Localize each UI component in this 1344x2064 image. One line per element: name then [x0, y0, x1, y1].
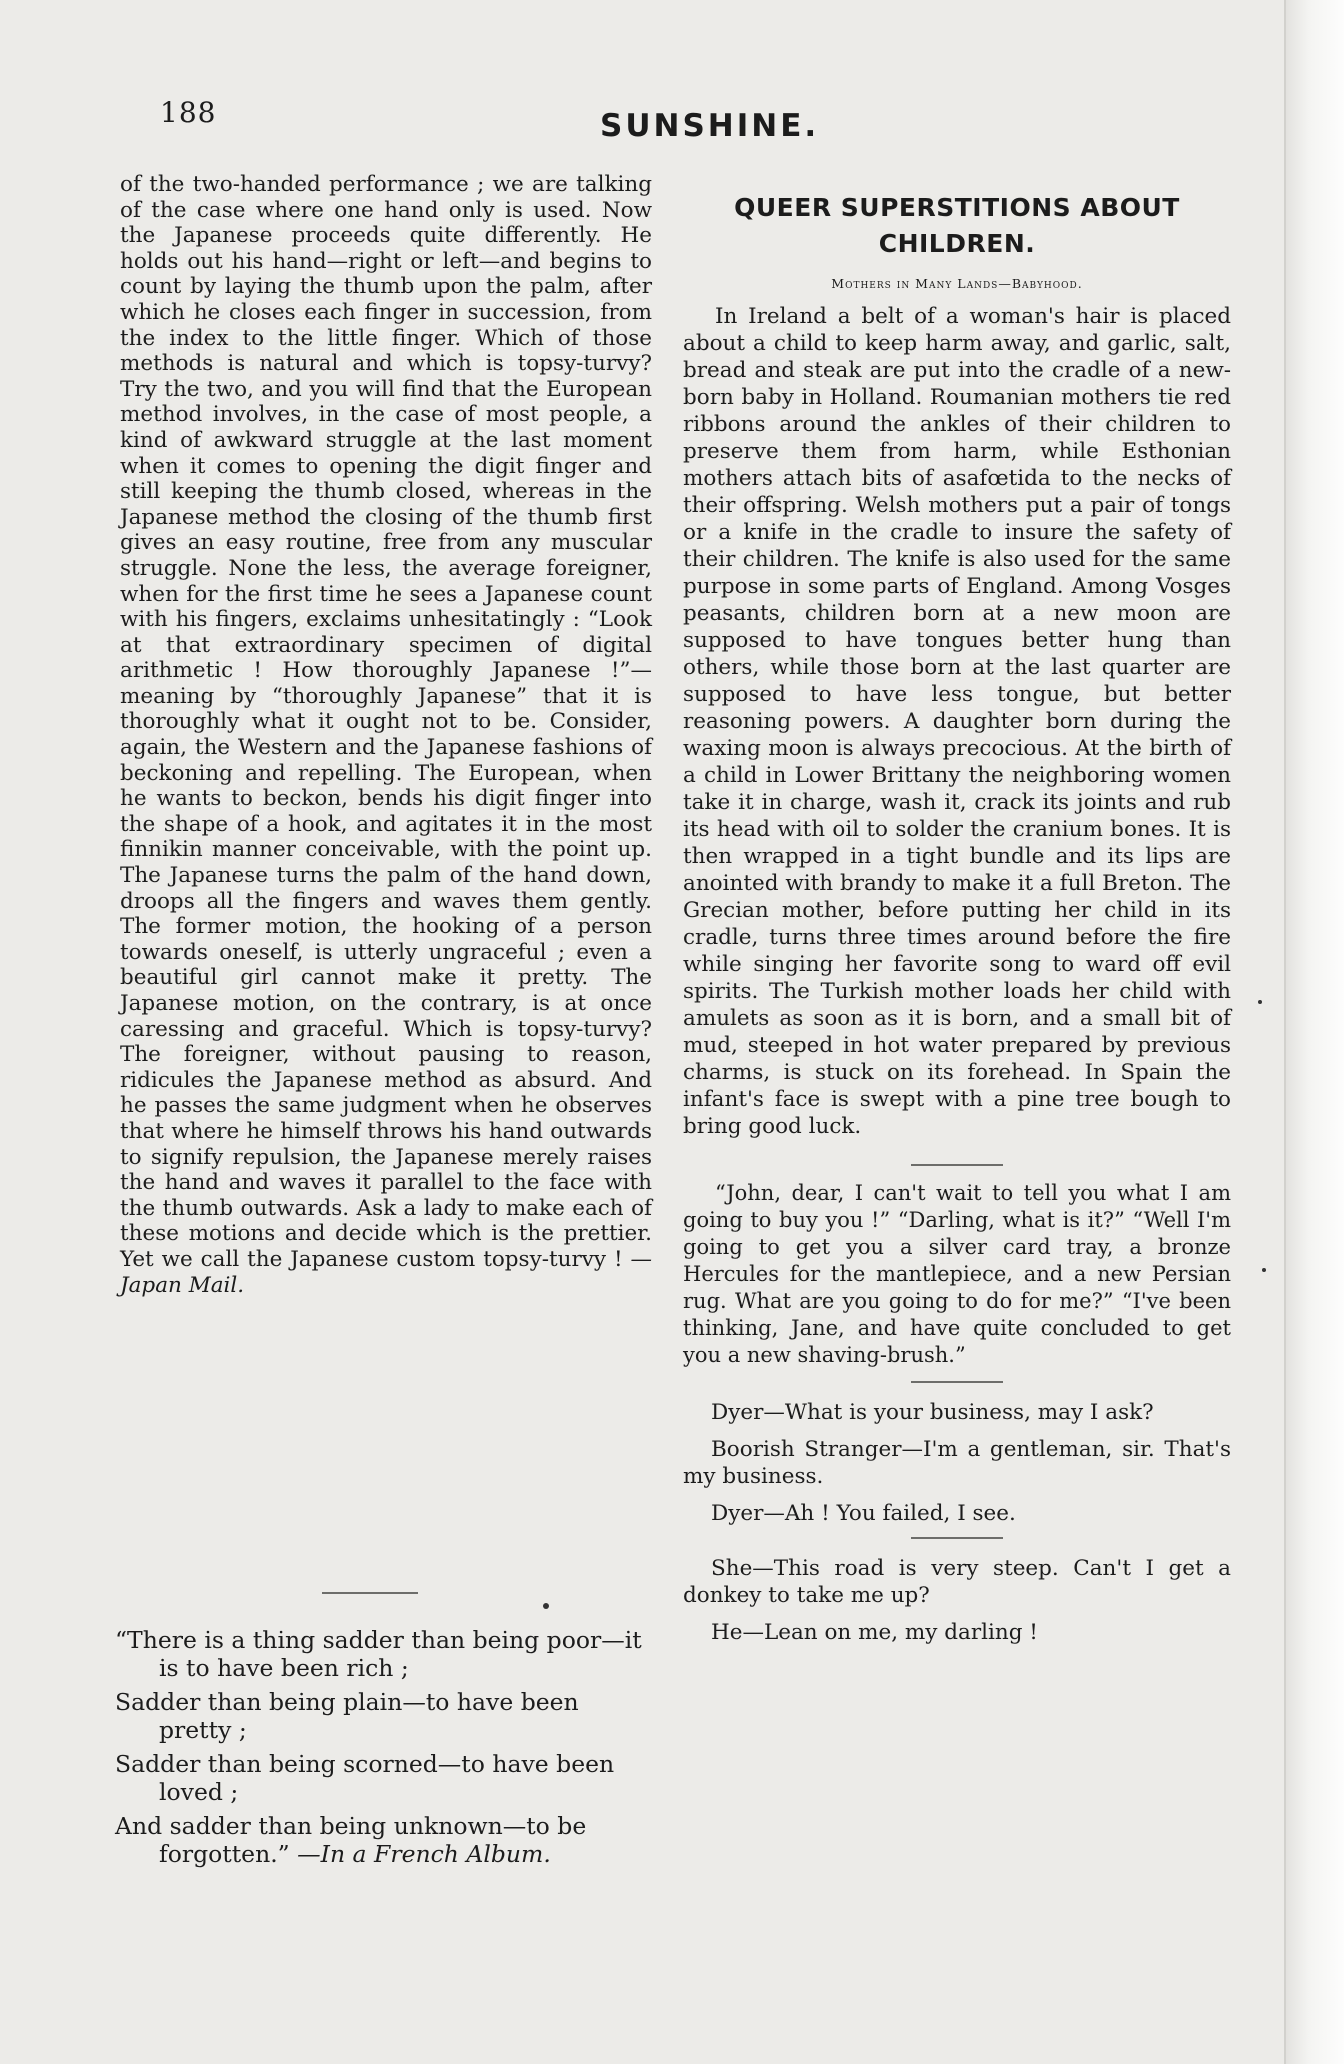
- dialogue-line: Boorish Stranger—I'm a gentleman, sir. That's my business.: [683, 1437, 1231, 1489]
- dialogue-block: [683, 1555, 1231, 1646]
- page-number: 188: [160, 96, 217, 129]
- rule: [911, 1537, 1003, 1539]
- joke-paragraph: “John, dear, I can't wait to tell you what I am going to buy you !” “Darling, what is it?” “Well I'm going to get you a silver card tray, a bronze Hercules for the mantlepiece, and a new Persian rug. What are you going to do for me?” “I've been thinking, Jane, and have quite concluded to get you a new shaving-brush.”: [683, 1181, 1231, 1367]
- right-column: [683, 190, 1231, 1656]
- article-headline: QUEER SUPERSTITIONS ABOUT CHILDREN.: [734, 193, 1180, 258]
- poem-source: —In a French Album.: [297, 1840, 551, 1868]
- dialogue-line: Dyer—What is your business, may I ask?: [711, 1400, 1154, 1425]
- page-edge: [1284, 0, 1344, 2064]
- poem-line: Sadder than being plain—to have been pretty ;: [115, 1688, 579, 1744]
- poem-line: “There is a thing sadder than being poor—it is to have been rich ;: [115, 1626, 642, 1682]
- dialogue-line: Dyer—Ah ! You failed, I see.: [711, 1501, 1016, 1526]
- left-paragraph-text: of the two-handed performance ; we are talking of the case where one hand only is used. Now the Japanese proceeds quite differently. He holds out his hand—right or left—and begins to count by laying the thumb upon the palm, after which he closes each finger in succession, from the index to the little finger. Which of those methods is natural and which is topsy-turvy? Try the two, and you will find that the European method involves, in the case of most people, a kind of awkward struggle at the last moment when it comes to opening the digit finger and still keeping the thumb closed, whereas in the Japanese method the closing of the thumb first gives an easy routine, free from any muscular struggle. None the less, the average foreigner, when for the first time he sees a Japanese count with his fingers, exclaims unhesitatingly : “Look at that extraordinary specimen of digital arithmetic ! How thoroughly Japanese !”—meaning by “thoroughly Japanese” that it is thoroughly what it ought not to be. Consider, again, the Western and the Japanese fashions of beckoning and repelling. The European, when he wants to beckon, bends his digit finger into the shape of a hook, and agitates it in the most finnikin manner conceivable, with the point up. The Japanese turns the palm of the hand down, droops all the fingers and waves them gently. The former motion, the hooking of a person towards oneself, is utterly ungraceful ; even a beautiful girl cannot make it pretty. The Japanese motion, on the contrary, is at once caressing and graceful. Which is topsy-turvy? The foreigner, without pausing to reason, ridicules the Japanese method as absurd. And he passes the same judgment when he observes that where he himself throws his hand outwards to signify repulsion, the Japanese merely raises the hand and waves it parallel to the face with the thumb outwards. Ask a lady to make each of these motions and decide which is the prettier. Yet we call the Japanese custom topsy-turvy !: [120, 172, 652, 1272]
- stray-dot: [543, 1603, 549, 1609]
- poem-line-text: And sadder than being unknown—to be forgotten.”: [115, 1812, 587, 1868]
- left-divider: [322, 1592, 418, 1594]
- rule: [911, 1381, 1003, 1383]
- article-body: In Ireland a belt of a woman's hair is placed about a child to keep harm away, and garlic, salt, bread and steak are put into the cradle of a new-born baby in Holland. Roumanian mothers tie red ribbons around the ankles of their children to preserve them from harm, while Esthonian mothers attach bits of asafœtida to the necks of their offspring. Welsh mothers put a pair of tongs or a knife in the cradle to insure the safety of their children. The knife is also used for the same purpose in some parts of England. Among Vosges peasants, children born at a new moon are supposed to have tongues better hung than others, while those born at the last quarter are supposed to have less tongue, but better reasoning powers. A daughter born during the waxing moon is always precocious. At the birth of a child in Lower Brittany the neighboring women take it in charge, wash it, crack its joints and rub its head with oil to solder the cranium bones. It is then wrapped in a tight bundle and its lips are anointed with brandy to make it a full Breton. The Grecian mother, before putting her child in its cradle, turns three times around before the fire while singing her favorite song to ward off evil spirits. The Turkish mother loads her child with amulets as soon as it is born, and a small bit of mud, steeped in hot water prepared by previous charms, is stuck on its forehead. In Spain the infant's face is swept with a pine tree bough to bring good luck.: [683, 304, 1231, 1139]
- article-subhead: Mothers in Many Lands—Babyhood.: [831, 276, 1083, 291]
- left-paragraph: [120, 172, 652, 1298]
- dialogue-line: She—This road is very steep. Can't I get a donkey to take me up?: [683, 1556, 1231, 1608]
- left-source: —Japan Mail.: [120, 1246, 652, 1298]
- rule: [911, 1164, 1003, 1166]
- stray-dot: [1262, 1268, 1266, 1272]
- poem-line: Sadder than being scorned—to have been loved ;: [115, 1750, 615, 1806]
- poem-line: [115, 1812, 655, 1868]
- poem: [115, 1626, 655, 1874]
- dialogue-line: He—Lean on me, my darling !: [711, 1620, 1038, 1645]
- left-column: [120, 172, 652, 1298]
- dialogue-block: [683, 1399, 1231, 1527]
- stray-dot: [1258, 1000, 1262, 1004]
- running-title: SUNSHINE.: [600, 108, 820, 144]
